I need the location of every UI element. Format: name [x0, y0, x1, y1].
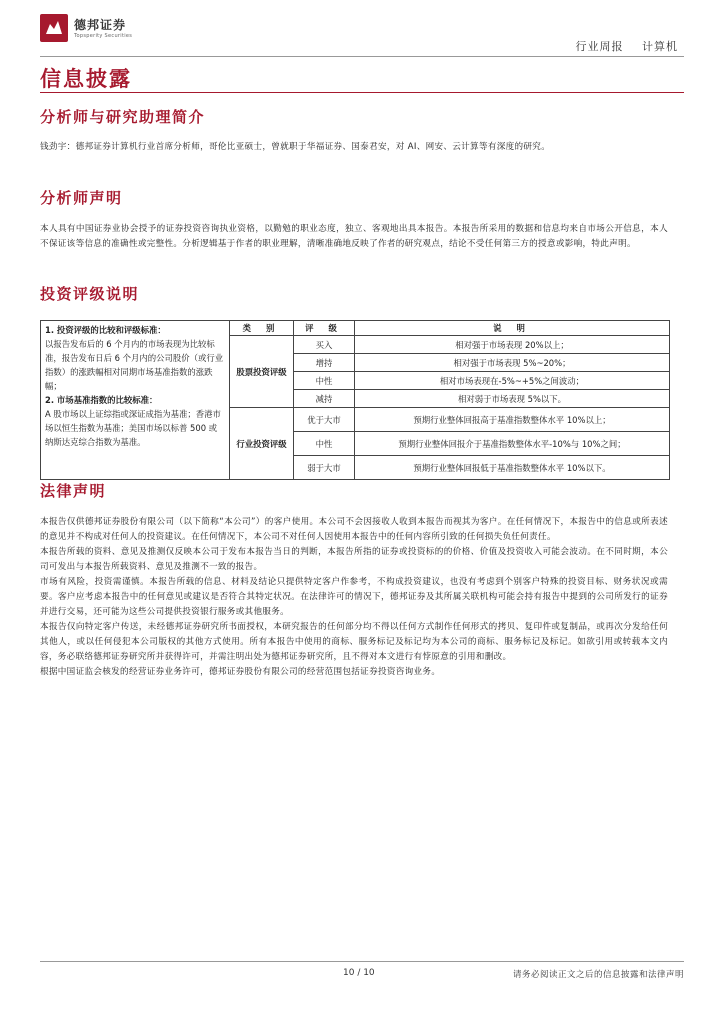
page-number: 10 / 10 — [343, 968, 375, 978]
grade-cell: 中性 — [294, 432, 355, 456]
grade-cell: 增持 — [294, 354, 355, 372]
stock-category: 股票投资评级 — [230, 336, 294, 408]
legal-text — [40, 515, 668, 680]
company-name-cn: 德邦证券 — [74, 18, 127, 32]
company-logo-icon — [40, 14, 68, 42]
criteria-text-2: A 股市场以上证综指或深证成指为基准；香港市场以恒生指数为基准；美国市场以标普 500 或纳斯达克综合指数为基准。 — [45, 409, 221, 447]
criteria-text-1: 以报告发布后的 6 个月内的市场表现为比较标准，报告发布日后 6 个月内的公司股价（或行业指数）的涨跌幅相对同期市场基准指数的涨跌幅； — [45, 339, 224, 391]
legal-paragraph: 根据中国证监会核发的经营证券业务许可，德邦证券股份有限公司的经营范围包括证券投资咨询业务。 — [40, 667, 441, 677]
analyst-statement-text: 本人具有中国证券业协会授予的证券投资咨询执业资格，以勤勉的职业态度，独立、客观地出具本报告。本报告所采用的数据和信息均来自市场公开信息，本人不保证该等信息的准确性或完整性。分析逻辑基于作者的职业理解，清晰准确地反映了作者的研究观点，结论不受任何第三方的授意或影响，特此声明。 — [40, 224, 668, 249]
grade-cell: 弱于大市 — [294, 456, 355, 480]
section-title-legal: 法律声明 — [40, 482, 107, 500]
criteria-heading-1: 1. 投资评级的比较和评级标准： — [45, 325, 166, 335]
footer-divider — [40, 961, 684, 962]
industry-category: 行业投资评级 — [230, 408, 294, 480]
desc-cell: 相对弱于市场表现 5%以下。 — [355, 390, 670, 408]
page-header — [40, 12, 684, 56]
grade-cell: 中性 — [294, 372, 355, 390]
report-type: 行业周报 — [575, 40, 624, 53]
header-divider — [40, 56, 684, 57]
legal-paragraph: 本报告仅向特定客户传送，未经德邦证券研究所书面授权，本研究报告的任何部分均不得以任何方式制作任何形式的拷贝、复印件或复制品，或再次分发给任何其他人，或以任何侵犯本公司版权的其他方式使用。所有本报告中使用的商标、服务标记及标记均为本公司的商标、服务标记及标记。如欲引用或转载本文内容，务必联络德邦证券研究所并获得许可，并需注明出处为德邦证券研究所，且不得对本文进行有悖原意的引用和删改。 — [40, 622, 668, 662]
criteria-heading-2: 2. 市场基准指数的比较标准： — [45, 395, 158, 405]
desc-cell: 相对强于市场表现 5%~20%； — [355, 354, 670, 372]
legal-paragraph: 市场有风险，投资需谨慎。本报告所载的信息、材料及结论只提供特定客户作参考，不构成投资建议，也没有考虑到个别客户特殊的投资目标、财务状况或需要。客户应考虑本报告中的任何意见或建议是否符合其特定状况。在法律许可的情况下，德邦证券及其所属关联机构可能会持有报告中提到的公司所发行的证券并进行交易，还可能为这些公司提供投资银行服务或其他服务。 — [40, 577, 668, 617]
section-title-rating: 投资评级说明 — [40, 285, 140, 303]
rating-criteria-cell — [41, 321, 230, 480]
title-divider — [40, 92, 684, 93]
analyst-intro-text: 钱劲宇：德邦证券计算机行业首席分析师，哥伦比亚硕士，曾就职于华福证券、国泰君安，对 AI、网安、云计算等有深度的研究。 — [40, 142, 551, 152]
desc-cell: 预期行业整体回报低于基准指数整体水平 10%以下。 — [355, 456, 670, 480]
desc-cell: 预期行业整体回报介于基准指数整体水平-10%与 10%之间； — [355, 432, 670, 456]
grade-cell: 优于大市 — [294, 408, 355, 432]
industry-name: 计算机 — [642, 40, 678, 53]
page-title: 信息披露 — [40, 66, 132, 91]
section-title-analyst-intro: 分析师与研究助理简介 — [40, 108, 206, 126]
report-meta — [576, 38, 679, 54]
legal-paragraph: 本报告仅供德邦证券股份有限公司（以下简称“本公司”）的客户使用。本公司不会因接收人收到本报告而视其为客户。在任何情况下，本报告中的信息或所表述的意见并不构成对任何人的投资建议。在任何情况下，本公司不对任何人因使用本报告中的任何内容所引致的任何损失负任何责任。 — [40, 517, 668, 542]
desc-cell: 相对市场表现在-5%~+5%之间波动； — [355, 372, 670, 390]
rating-table — [40, 320, 670, 480]
col-header-desc: 说 明 — [355, 321, 670, 336]
desc-cell: 相对强于市场表现 20%以上； — [355, 336, 670, 354]
legal-paragraph: 本报告所载的资料、意见及推测仅反映本公司于发布本报告当日的判断，本报告所指的证券或投资标的的价格、价值及投资收入可能会波动。在不同时期，本公司可发出与本报告所载资料、意见及推测不一致的报告。 — [40, 547, 668, 572]
grade-cell: 买入 — [294, 336, 355, 354]
footer-disclaimer: 请务必阅读正文之后的信息披露和法律声明 — [512, 970, 684, 980]
col-header-grade: 评 级 — [294, 321, 355, 336]
company-name-en: Topsperity Securities — [74, 33, 133, 39]
desc-cell: 预期行业整体回报高于基准指数整体水平 10%以上； — [355, 408, 670, 432]
section-title-analyst-statement: 分析师声明 — [40, 189, 123, 207]
table-header-row — [41, 321, 670, 336]
grade-cell: 减持 — [294, 390, 355, 408]
col-header-category: 类 别 — [230, 321, 294, 336]
